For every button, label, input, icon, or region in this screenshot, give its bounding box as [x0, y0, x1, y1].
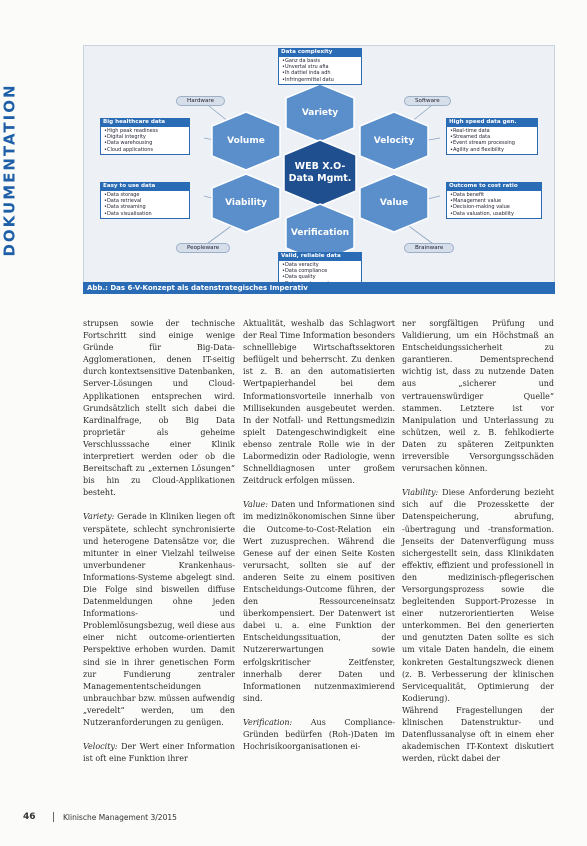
paragraph-text: Diese Anforderung bezieht sich auf die Prozesskette der Datenspeicherung, abrufung, -übertragung und -transformation. Jenseits der Datenverfügung muss sichergestellt sein, dass Klinikdaten effektiv, effizient und professionell in den medizinisch-pflegerischen Versorgungsprozess sowie die begleitenden Support-Prozesse in einer nutzerorientierten Weise unterkommen. Bei den generierten und genutzten Daten sollte es sich um vitale Daten handeln, die einem konkreten Gestaltungszweck dienen (z. B. Verbesserung der klinischen Servicequalität, Optimierung der Kodierung). [402, 488, 554, 703]
hex-value-label: Value [379, 198, 409, 208]
page-footer [23, 812, 563, 824]
paragraph [402, 318, 554, 475]
six-v-figure [83, 45, 555, 292]
box-item: • Digital integrity [104, 134, 186, 140]
box-item: • Data warehousing [104, 140, 186, 146]
paragraph [83, 741, 235, 765]
box-title: Outcome to cost ratio [446, 182, 542, 190]
section-label-text: DOKUMENTATION [1, 83, 20, 257]
box-item: • Infringermittel datu [282, 77, 358, 83]
paragraph-lead: Viability: [402, 488, 439, 498]
box-list [100, 190, 190, 219]
box-list [446, 190, 542, 219]
box-item: • Data storage [104, 192, 186, 198]
box-item: • Data valuation, usability [450, 211, 538, 217]
paragraph-lead: Variety: [83, 512, 115, 522]
paragraph-text: Gerade in Kliniken liegen oft verspätete, schlecht synchronisierte und heterogene Datensätze vor, die mitunter in einer Vielzahl teilweise unverbundener Krankenhaus-Informations-Systeme abgelegt sind. Die Folge sind bisweilen diffuse Datenmeldungen ohne jeden Informations- und Problemlösungsbezug, weil diese aus einer nicht outcome-orientierten Perspektive erhoben wurden. Damit sind sie in ihrer genetischen Form zur Fundierung zentraler Managemententscheidungen unbrauchbar bzw. müssen aufwendig „veredelt“ werden, um den Nutzeranforderungen zu genügen. [83, 512, 235, 727]
box-list [446, 126, 538, 155]
paragraph-text: Während Fragestellungen der klinischen Datenstruktur- und Datenflussanalyse oft in einem eher akademischen IT-Kontext diskutiert werden, rückt dabei der [402, 705, 554, 764]
box-item: • High peak readiness [104, 128, 186, 134]
paragraph-text: Daten und Informationen sind im medizinökonomischen Sinne über die Outcome-to-Cost-Relation ein Wert zuzusprechen. Während die Genese auf der einen Seite Kosten verursacht, sollten sie auf der anderen Seite zu einem positiven Entscheidungs-Outcome führen, der den Ressourceneinsatz überkompensiert. Der Datenwert ist dabei u. a. eine Funktion der Entscheidungssituation, der Nutzererwartungen sowie erfolgskritischer Zeitfenster, innerhalb derer Daten und Informationen nutzenmaximierend sind. [243, 500, 395, 703]
box-title: Data complexity [278, 48, 362, 56]
hex-variety-label: Variety [301, 108, 339, 118]
box-title: Big healthcare data [100, 118, 190, 126]
hex-volume-label: Volume [227, 136, 265, 146]
box-item: • Decision-making value [450, 204, 538, 210]
box-outcome-to-cost [446, 182, 542, 219]
box-big-healthcare [100, 118, 190, 155]
box-item: • Agility and flexibility [450, 147, 534, 153]
box-item: • Data streaming [104, 204, 186, 210]
paragraph-lead: Velocity: [83, 742, 118, 752]
box-item: • Real-time data [450, 128, 534, 134]
paragraph-lead: Value: [243, 500, 268, 510]
box-item: • Cloud applications [104, 147, 186, 153]
paragraph-text: ner sorgfältigen Prüfung und Validierung, um ein Höchstmaß an Entscheidungssicherheit zu garantieren. Dementsprechend wichtig ist, dass zu nutzende Daten aus „sicherer und vertrauenswürdiger Quelle“ stammen. Letztere ist vor Manipulation und Unterlassung zu schützen, weil z. B. fehlkodierte Daten zu späteren Zeitpunkten irreversible Versorgungsschäden verursachen können. [402, 319, 554, 474]
box-item: • Data retrieval [104, 198, 186, 204]
box-item: • Data quality [282, 274, 358, 280]
publication-name: Klinische Management 3/2015 [63, 813, 177, 822]
box-high-speed [446, 118, 538, 155]
paragraph [402, 705, 554, 765]
hex-viability-label: Viability [225, 198, 267, 208]
paragraph [243, 499, 395, 705]
box-item: • Ganz da basis [282, 58, 358, 64]
box-item: • Ih dattiel inda adh [282, 70, 358, 76]
text-column-1 [83, 318, 235, 808]
box-item: • Management value [450, 198, 538, 204]
section-label [0, 60, 20, 280]
paragraph [402, 487, 554, 705]
box-title: High speed data gen. [446, 118, 538, 126]
paragraph [83, 511, 235, 729]
box-item: • Streamed data [450, 134, 534, 140]
box-item: • Data benefit [450, 192, 538, 198]
box-item: • Data veracity [282, 262, 358, 268]
figure-caption: Abb.: Das 6-V-Konzept als datenstrategisches Imperativ [83, 282, 555, 294]
box-list [278, 56, 362, 85]
paragraph [243, 717, 395, 753]
box-title: Easy to use data [100, 182, 190, 190]
box-item: • Data compliance [282, 268, 358, 274]
box-item: • Data visualisation [104, 211, 186, 217]
paragraph-text: Aus Compliance-Gründen bedürfen (Roh-)Daten im Hochrisikoorganisationen ei- [243, 717, 395, 752]
hex-velocity-label: Velocity [373, 136, 415, 146]
pill-peopleware: Peopleware [176, 243, 230, 253]
paragraph-lead: Verification: [243, 717, 293, 727]
paragraph-text: Aktualität, weshalb das Schlagwort der Real Time Information besonders schnelllebige Wirtschaftssektoren beflügelt und beherrscht. Zu denken ist z. B. an den automatisierten Wertpapierhandel bei dem Informationsvorteile innerhalb von Millisekunden ausgebeutet werden. In der Notfall- und Rettungsmedizin spielt Datengeschwindigkeit eine ebenso zentrale Rolle wie in der Labormedizin oder Radiologie, wenn Schnelldiagnosen unter großem Zeitdruck erfolgen müssen. [243, 319, 395, 486]
page-number: 46 [23, 812, 36, 822]
hex-center-label: WEB X.O- Data Mgmt. [288, 161, 352, 184]
paragraph [243, 318, 395, 487]
box-list [100, 126, 190, 155]
paragraph-text: Der Wert einer Information ist oft eine Funktion ihrer [83, 742, 235, 764]
pill-software: Software [404, 96, 451, 106]
hex-verification-label: Verification [290, 228, 350, 238]
paragraph [83, 318, 235, 499]
box-item: • Unvertal stru afia [282, 64, 358, 70]
footer-divider [53, 812, 54, 822]
box-title: Valid, reliable data [278, 252, 362, 260]
pill-brainware: Brainware [404, 243, 454, 253]
text-column-3 [402, 318, 554, 808]
box-data-complexity [278, 48, 362, 85]
box-item: • Event stream processing [450, 140, 534, 146]
text-column-2 [243, 318, 395, 808]
box-easy-to-use [100, 182, 190, 219]
paragraph-text: strupsen sowie der technische Fortschritt sind einige wenige Gründe für Big-Data-Agglomerationen, denen IT-seitig durch kontextsensitive Datenbanken, Server-Lösungen und Cloud-Applikationen entsprechen wird. Grundsätzlich stellt sich dabei die Kardinalfrage, ob Big Data proprietär als geheime Verschlusssache einer Klinik interpretiert werden oder ob die Bereitschaft zu „externen Lösungen“ bis hin zu Cloud-Applikationen besteht. [83, 319, 235, 498]
pill-hardware: Hardware [176, 96, 225, 106]
